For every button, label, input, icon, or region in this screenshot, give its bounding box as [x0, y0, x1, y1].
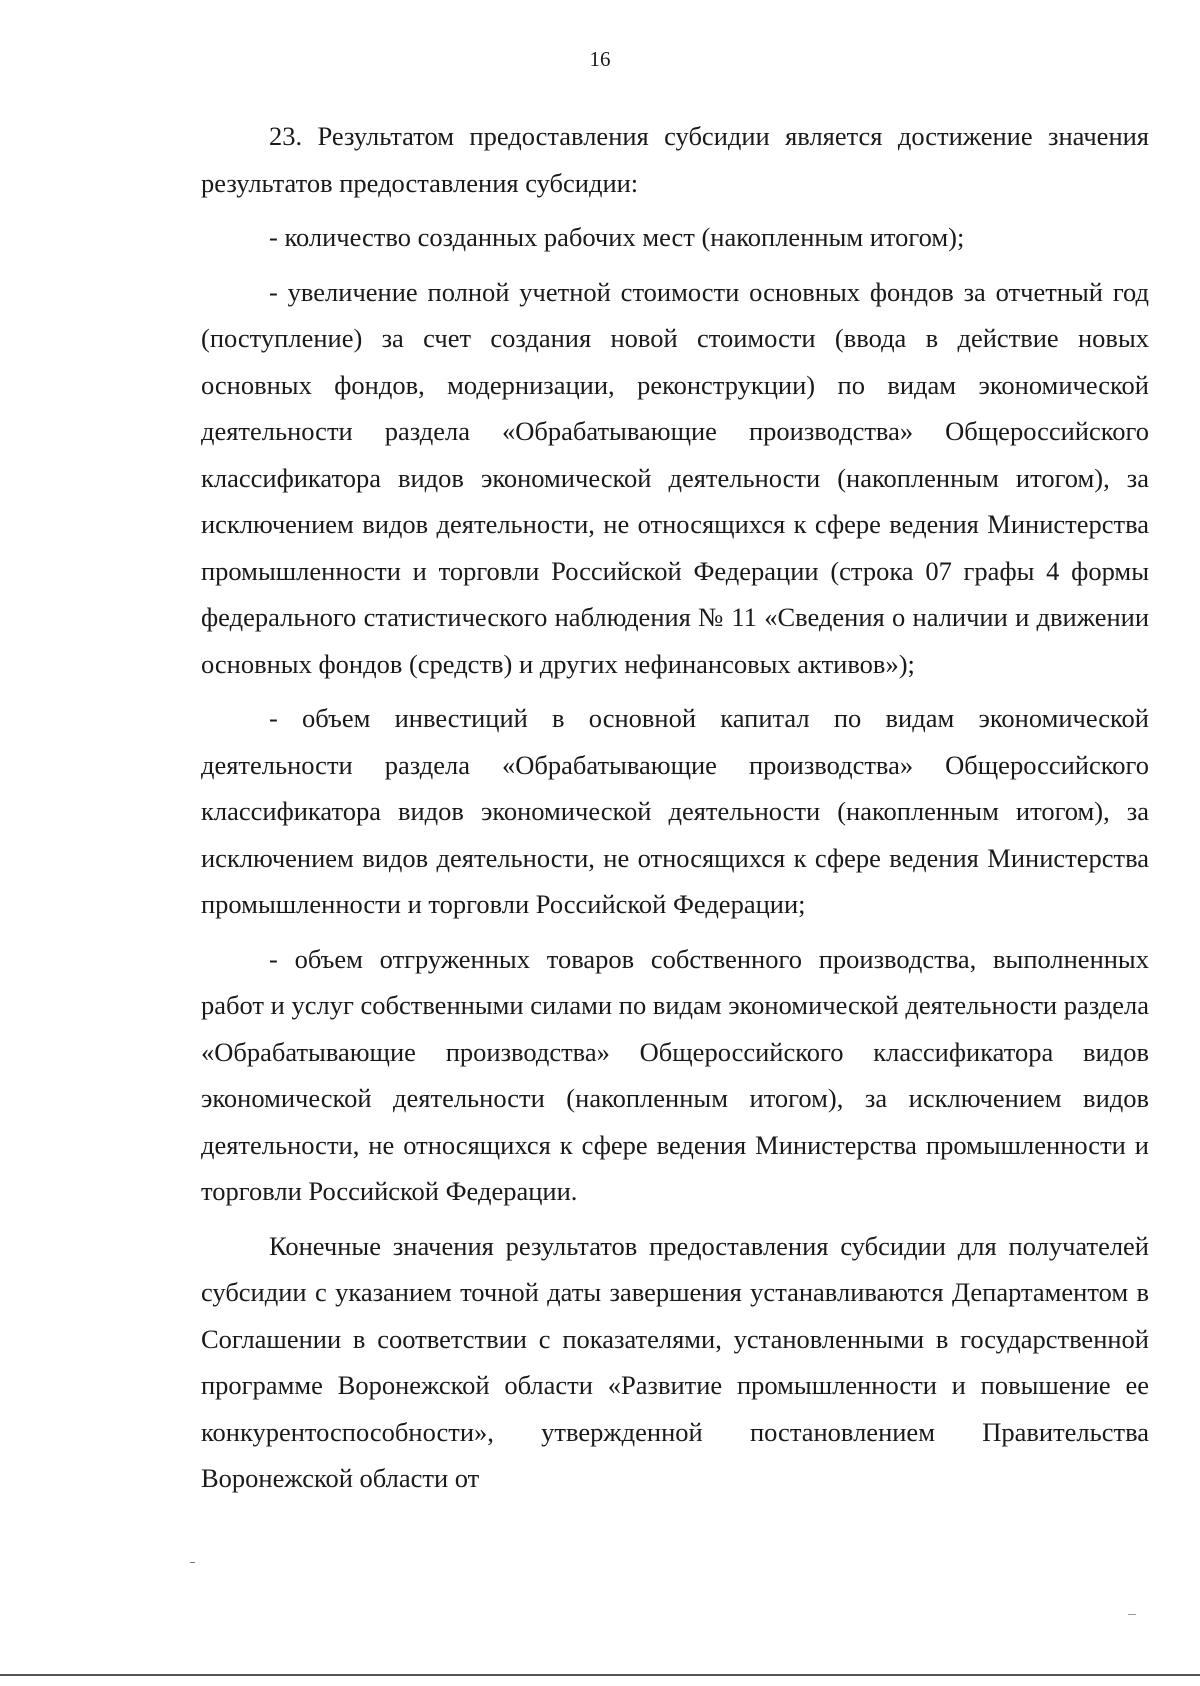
paragraph-result-intro: 23. Результатом предоставления субсидии является достижение значения результатов предоставления субсидии:: [201, 121, 1149, 198]
scan-speck: [190, 1562, 195, 1563]
scan-speck: [1128, 1614, 1136, 1615]
paragraph-shipped-goods: - объем отгруженных товаров собственного производства, выполненных работ и услуг собственными силами по видам экономической деятельности раздела «Обрабатывающие производства» Общероссийского классификатора видов экономической деятельности (накопленным итогом), за исключением видов деятельности, не относящихся к сфере ведения Министерства промышленности и торговли Российской Федерации.: [201, 943, 1149, 1206]
page-number: 16: [589, 47, 611, 71]
paragraph-investment: - объем инвестиций в основной капитал по видам экономической деятельности раздела «Обрабатывающие производства» Общероссийского классификатора видов экономической деятельности (накопленным итогом), за исключением видов деятельности, не относящихся к сфере ведения Министерства промышленности и торговли Российской Федерации;: [201, 703, 1149, 919]
document-body: [201, 113, 1149, 1502]
scan-bottom-edge: [0, 1674, 1200, 1676]
paragraph-fixed-assets: - увеличение полной учетной стоимости основных фондов за отчетный год (поступление) за счет создания новой стоимости (ввода в действие новых основных фондов, модернизации, реконструкции) по видам экономической деятельности раздела «Обрабатывающие производства» Общероссийского классификатора видов экономической деятельности (накопленным итогом), за исключением видов деятельности, не относящихся к сфере ведения Министерства промышленности и торговли Российской Федерации (строка 07 графы 4 формы федерального статистического наблюдения № 11 «Сведения о наличии и движении основных фондов (средств) и других нефинансовых активов»);: [201, 276, 1149, 679]
paragraph-final-values: Конечные значения результатов предоставления субсидии для получателей субсидии с указанием точной даты завершения устанавливаются Департаментом в Соглашении в соответствии с показателями, установленными в государственной программе Воронежской области «Развитие промышленности и повышение ее конкурентоспособности», утвержденной постановлением Правительства Воронежской области от: [201, 1230, 1149, 1493]
paragraph-jobs-created: - количество созданных рабочих мест (накопленным итогом);: [269, 222, 965, 252]
